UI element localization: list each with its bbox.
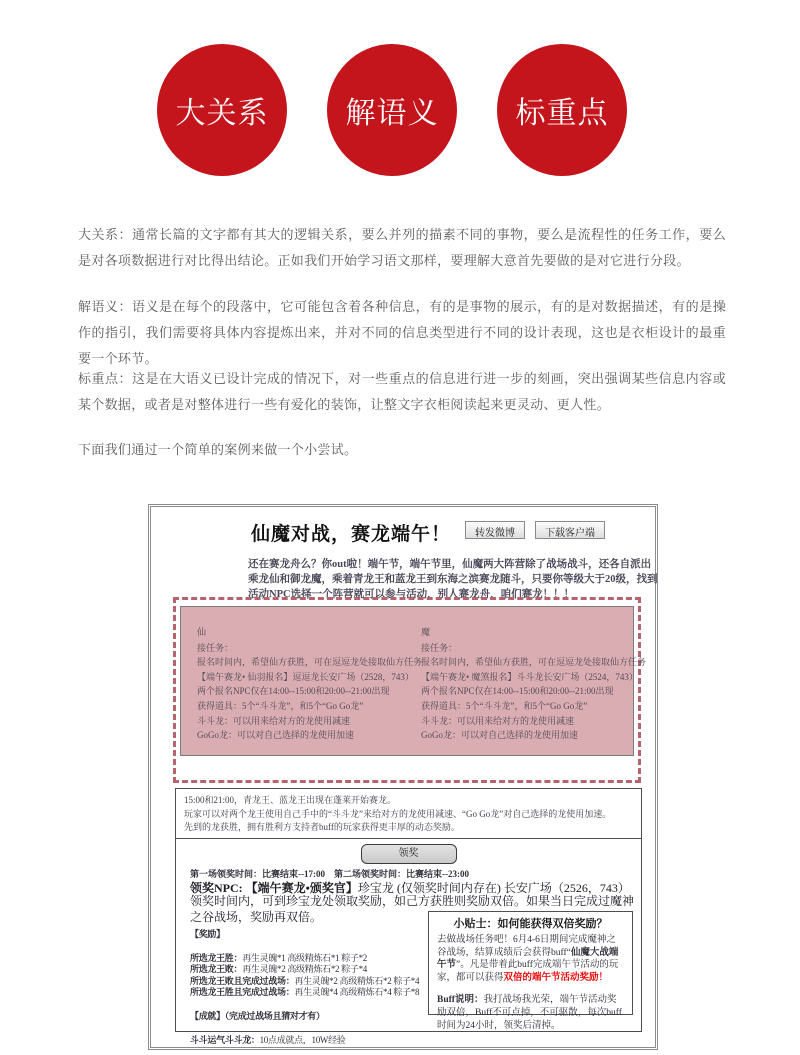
download-client-button[interactable]: 下载客户端 <box>535 521 605 539</box>
faction-demon <box>421 625 651 743</box>
reward-label: 所选龙王胜： <box>190 952 243 963</box>
faction-line: 两个报名NPC仅在14:00--15:00和20:00--21:00出现 <box>197 686 390 697</box>
event-intro <box>248 557 658 602</box>
faction-line: 【端午赛龙• 仙羽报名】逗逗龙长安广场（2528，743） <box>197 671 414 682</box>
circle-highlight: 标重点 <box>497 44 627 176</box>
tips-buff-name: 仙魔大战端午节 <box>437 947 619 971</box>
faction-panel <box>180 606 647 756</box>
reward-value: 再生灵魄*2 高级精炼石*2 粽子*4 <box>242 964 368 975</box>
rewards-title: 【奖励】 <box>190 929 225 939</box>
reward-row <box>190 953 435 965</box>
concept-circles <box>157 44 627 176</box>
tips-title: 小贴士：如何能获得双倍奖励？ <box>453 918 608 930</box>
faction-line: 两个报名NPC仅在14:00--15:00和20:00--21:00出现 <box>421 686 614 697</box>
tips-text: 去做战场任务吧！6月4-6日期间完成魔神之谷战场，结算成绩后会获得buff“ <box>437 934 616 958</box>
achievement-title: 【成就】（完成过战场且猜对才有） <box>190 1010 325 1021</box>
faction-name: 魔 <box>421 627 431 637</box>
achievement-value: 10点成就点，10W经验 <box>259 1034 346 1045</box>
tips-buff-label: Buff说明： <box>437 994 484 1005</box>
award-description: 领奖时间内，可到珍宝龙处领取奖励，如己方获胜则奖励双倍。如果当日完成过魔神之谷战场，奖励再双倍。 <box>190 894 635 924</box>
faction-line: GoGo龙：可以对自己选择的龙使用加速 <box>421 730 578 741</box>
reward-value: 再生灵魄*4 高级精炼石*4 粽子*8 <box>294 987 420 998</box>
faction-name: 仙 <box>197 627 207 637</box>
faction-line: 斗斗龙：可以用来给对方的龙使用减速 <box>421 715 575 726</box>
race-info-line: 玩家可以对两个龙王使用自己手中的“斗斗龙”来给对方的龙使用减速、“Go Go龙”对自己选择的龙使用加速。 <box>184 808 612 819</box>
circle-semantics: 解语义 <box>327 44 457 176</box>
race-info-box <box>175 788 642 842</box>
award-npc-name: 领奖NPC: 【端午赛龙•颁奖官】 <box>190 881 358 895</box>
race-info-line: 先到的龙获胜，拥有胜利方支持者buff的玩家获得更丰厚的动态奖励。 <box>184 822 460 832</box>
share-weibo-button[interactable]: 转发微博 <box>465 521 525 539</box>
faction-line: 获得道具：5个“斗斗龙”，和5个“Go Go龙” <box>421 700 588 711</box>
reward-label: 所选龙王败： <box>190 964 243 975</box>
tips-text: 我打战场我光荣，端午节活动奖励双倍，Buff不可点掉，不可驱散，每次buff时间为24小时，领奖后清掉。 <box>437 994 622 1031</box>
award-npc-detail: 珍宝龙 (仅领奖时间内存在) 长安广场（2526，743） <box>357 881 630 895</box>
event-intro-line: 活动NPC选择一个阵营就可以参与活动，别人赛龙舟，咱们赛龙！！！ <box>248 589 575 600</box>
faction-line: 获得道具：5个“斗斗龙”，和5个“Go Go龙” <box>197 700 364 711</box>
event-intro-line: 乘龙仙和御龙魔，乘着青龙王和蓝龙王到东海之滨赛龙随斗，只要你等级大于20级，找到 <box>248 574 658 585</box>
tips-box <box>428 911 633 1031</box>
paragraph-semantics: 解语义：语义是在每个的段落中，它可能包含着各种信息，有的是事物的展示，有的是对数据描述，有的是操作的指引，我们需要将具体内容提炼出来，并对不同的信息类型进行不同的设计表现，这也是衣柜设计的最重要一个环节。 <box>78 299 726 366</box>
achievement-row <box>190 1035 435 1047</box>
faction-line: 报名时间内，希望仙方获胜，可在逗逗龙处接取仙方任务 <box>421 657 647 668</box>
reward-value: 再生灵魄*1 高级精炼石*1 粽子*2 <box>242 952 368 963</box>
tips-paragraph-2 <box>437 994 624 1032</box>
race-info-line: 15:00和21:00，青龙王、蓝龙王出现在蓬莱开始赛龙。 <box>184 795 397 805</box>
faction-line: GoGo龙：可以对自己选择的龙使用加速 <box>197 730 354 741</box>
reward-label: 所选龙王败且完成过战场： <box>190 975 295 986</box>
reward-row <box>190 987 435 999</box>
claim-reward-button[interactable]: 领奖 <box>361 844 457 864</box>
circle-big-relation: 大关系 <box>157 44 287 176</box>
faction-line: 斗斗龙：可以用来给对方的龙使用减速 <box>197 715 351 726</box>
tips-text: ”。凡是带着此buff完成端午节活动的玩家，都可以获得 <box>437 960 619 984</box>
reward-row <box>190 976 435 988</box>
reward-value: 再生灵魄*2 高级精炼石*2 粽子*4 <box>294 975 420 986</box>
tips-paragraph-1 <box>437 934 624 985</box>
award-box <box>175 838 642 1045</box>
faction-section-dashed-frame <box>173 597 647 783</box>
achievement-label: 斗斗运气斗斗龙： <box>190 1034 260 1045</box>
faction-line: 【端午赛龙• 魔煞报名】斗斗龙长安广场（2524，743） <box>421 671 638 682</box>
event-intro-line: 还在赛龙舟么？你out啦！端午节，端午节里，仙魔两大阵营除了战场战斗，还各自派出 <box>248 559 652 570</box>
wireframe-mockup <box>148 504 658 1050</box>
event-title: 仙魔对战，赛龙端午！ <box>251 524 452 545</box>
reward-row <box>190 964 435 976</box>
paragraph-case-intro: 下面我们通过一个简单的案例来做一个小尝试。 <box>78 442 358 457</box>
rewards-list <box>190 929 435 1046</box>
header-buttons <box>465 521 605 539</box>
paragraph-highlight: 标重点：这是在大语义已设计完成的情况下，对一些重点的信息进行进一步的刻画，突出强调某些信息内容或某个数据，或者是对整体进行一些有爱化的装饰，让整文字衣柜阅读起来更灵动、更人性。 <box>78 371 726 412</box>
paragraph-big-relation: 大关系：通常长篇的文字都有其大的逻辑关系，要么并列的描素不同的事物，要么是流程性的任务工作，要么是对各项数据进行对比得出结论。正如我们开始学习语文那样，要理解大意首先要做的是对它进行分段。 <box>78 227 726 268</box>
award-times: 第一场领奖时间：比赛结束--17:00 第二场领奖时间：比赛结束--23:00 <box>190 869 469 879</box>
faction-line: 接任务： <box>197 642 234 653</box>
faction-line: 接任务： <box>421 642 458 653</box>
faction-line: 报名时间内，希望仙方获胜，可在逗逗龙处接取仙方任务 <box>197 657 423 668</box>
reward-label: 所选龙王胜且完成过战场： <box>190 987 295 998</box>
tips-highlight-red: 双倍的端午节活动奖励！ <box>503 973 609 984</box>
faction-immortal <box>197 625 427 743</box>
